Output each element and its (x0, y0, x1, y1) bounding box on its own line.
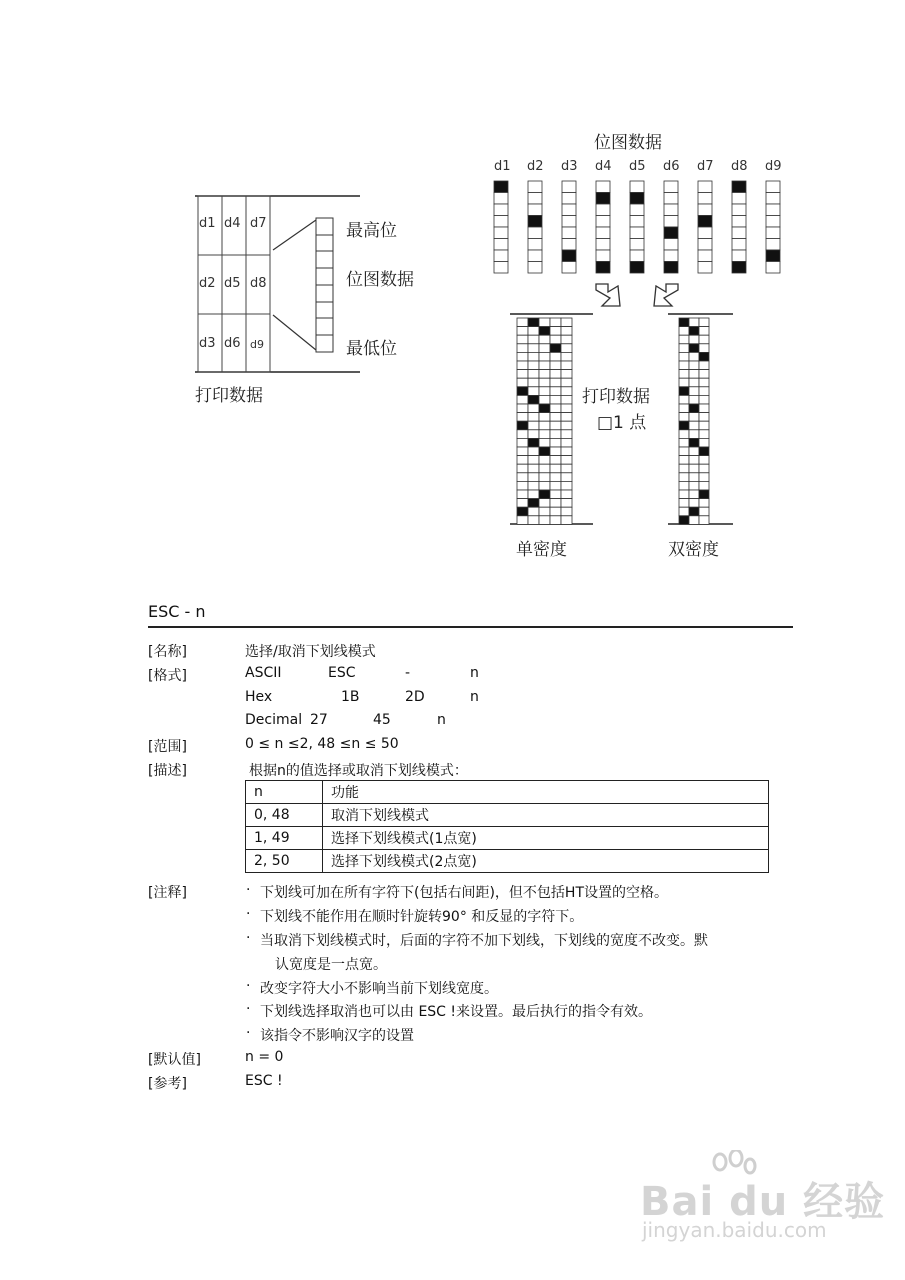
single-density-label: 单密度 (516, 540, 567, 560)
col-label: d4 (595, 159, 612, 174)
note-item: 下划线选择取消也可以由 ESC !来设置。最后执行的指令有效。 (260, 1004, 653, 1020)
double-density-grid (665, 312, 735, 527)
arrow-icons (588, 280, 688, 314)
name-label: [名称] (148, 644, 187, 660)
bullet: · (246, 930, 251, 946)
col-label: d7 (697, 159, 714, 174)
watermark-logo: Bai du 经验 (640, 1179, 886, 1225)
col-label: d3 (561, 159, 578, 174)
watermark-url: jingyan.baidu.com (642, 1218, 827, 1242)
name-value: 选择/取消下划线模式 (245, 644, 376, 660)
cell-label: d3 (199, 336, 216, 351)
range-label: [范围] (148, 739, 187, 755)
msb-label: 最高位 (346, 221, 397, 241)
single-density-grid (505, 312, 595, 527)
note-item: 下划线可加在所有字符下(包括右间距)，但不包括HT设置的空格。 (260, 885, 669, 901)
format-cell: n (470, 665, 479, 681)
table-row (246, 850, 769, 873)
format-cell: n (470, 689, 479, 705)
cell-label: d9 (250, 338, 264, 351)
cell-label: d2 (199, 276, 216, 291)
desc-value: 根据n的值选择或取消下划线模式： (249, 763, 468, 779)
notes-label: [注释] (148, 885, 187, 901)
format-cell: 45 (373, 712, 391, 728)
col-label: d5 (629, 159, 646, 174)
table-header-cell: n (246, 781, 323, 804)
bit-column-diagram (268, 210, 343, 360)
bitmap-data-label: 位图数据 (346, 270, 414, 290)
ref-value: ESC ! (245, 1073, 283, 1089)
col-label: d6 (663, 159, 680, 174)
note-item: 下划线不能作用在顺时针旋转90° 和反显的字符下。 (260, 909, 584, 925)
double-density-label: 双密度 (668, 540, 719, 560)
bitmap-title: 位图数据 (594, 133, 662, 153)
format-cell: - (405, 665, 411, 681)
table-cell: 0, 48 (246, 804, 323, 827)
bullet: · (246, 906, 251, 922)
cell-label: d1 (199, 216, 216, 231)
bullet: · (246, 1001, 251, 1017)
table-row (246, 804, 769, 827)
desc-label: [描述] (148, 763, 187, 779)
dot-label: □1 点 (597, 413, 647, 433)
default-value: n = 0 (245, 1049, 284, 1065)
table-cell: 1, 49 (246, 827, 323, 850)
cell-label: d7 (250, 216, 267, 231)
bitmap-columns (488, 175, 788, 285)
format-cell: 2D (405, 689, 425, 705)
col-label: d2 (527, 159, 544, 174)
note-item: 当取消下划线模式时，后面的字符不加下划线，下划线的宽度不改变。默 (260, 933, 708, 949)
note-item-cont: 认宽度是一点宽。 (275, 957, 387, 973)
baidu-watermark (640, 1150, 886, 1250)
format-label: [格式] (148, 668, 187, 684)
format-cell: 1B (341, 689, 360, 705)
cell-label: d6 (224, 336, 241, 351)
lsb-label: 最低位 (346, 339, 397, 359)
cell-label: d4 (224, 216, 241, 231)
cell-label: d5 (224, 276, 241, 291)
range-value: 0 ≤ n ≤2, 48 ≤n ≤ 50 (245, 736, 399, 752)
col-label: d9 (765, 159, 782, 174)
default-label: [默认值] (148, 1052, 201, 1068)
table-header-cell: 功能 (323, 781, 769, 804)
table-row (246, 827, 769, 850)
bullet: · (246, 978, 251, 994)
note-item: 该指令不影响汉字的设置 (260, 1028, 414, 1044)
table-cell: 2, 50 (246, 850, 323, 873)
format-cell: Decimal (245, 712, 303, 728)
col-label: d1 (494, 159, 511, 174)
col-label: d8 (731, 159, 748, 174)
print-data-label: 打印数据 (195, 386, 263, 406)
table-cell: 选择下划线模式(1点宽) (323, 827, 769, 850)
table-cell: 取消下划线模式 (323, 804, 769, 827)
format-cell: n (437, 712, 446, 728)
bullet: · (246, 882, 251, 898)
bullet: · (246, 1025, 251, 1041)
format-cell: Hex (245, 689, 273, 705)
cell-label: d8 (250, 276, 267, 291)
format-cell: 27 (310, 712, 328, 728)
title-rule (148, 626, 793, 628)
note-item: 改变字符大小不影响当前下划线宽度。 (260, 981, 498, 997)
ref-label: [参考] (148, 1076, 187, 1092)
command-title: ESC - n (148, 602, 206, 621)
format-cell: ASCII (245, 665, 282, 681)
table-cell: 选择下划线模式(2点宽) (323, 850, 769, 873)
print-data-center-label: 打印数据 (582, 387, 650, 407)
format-cell: ESC (328, 665, 356, 681)
table-header-row (246, 781, 769, 804)
function-table (245, 780, 769, 873)
